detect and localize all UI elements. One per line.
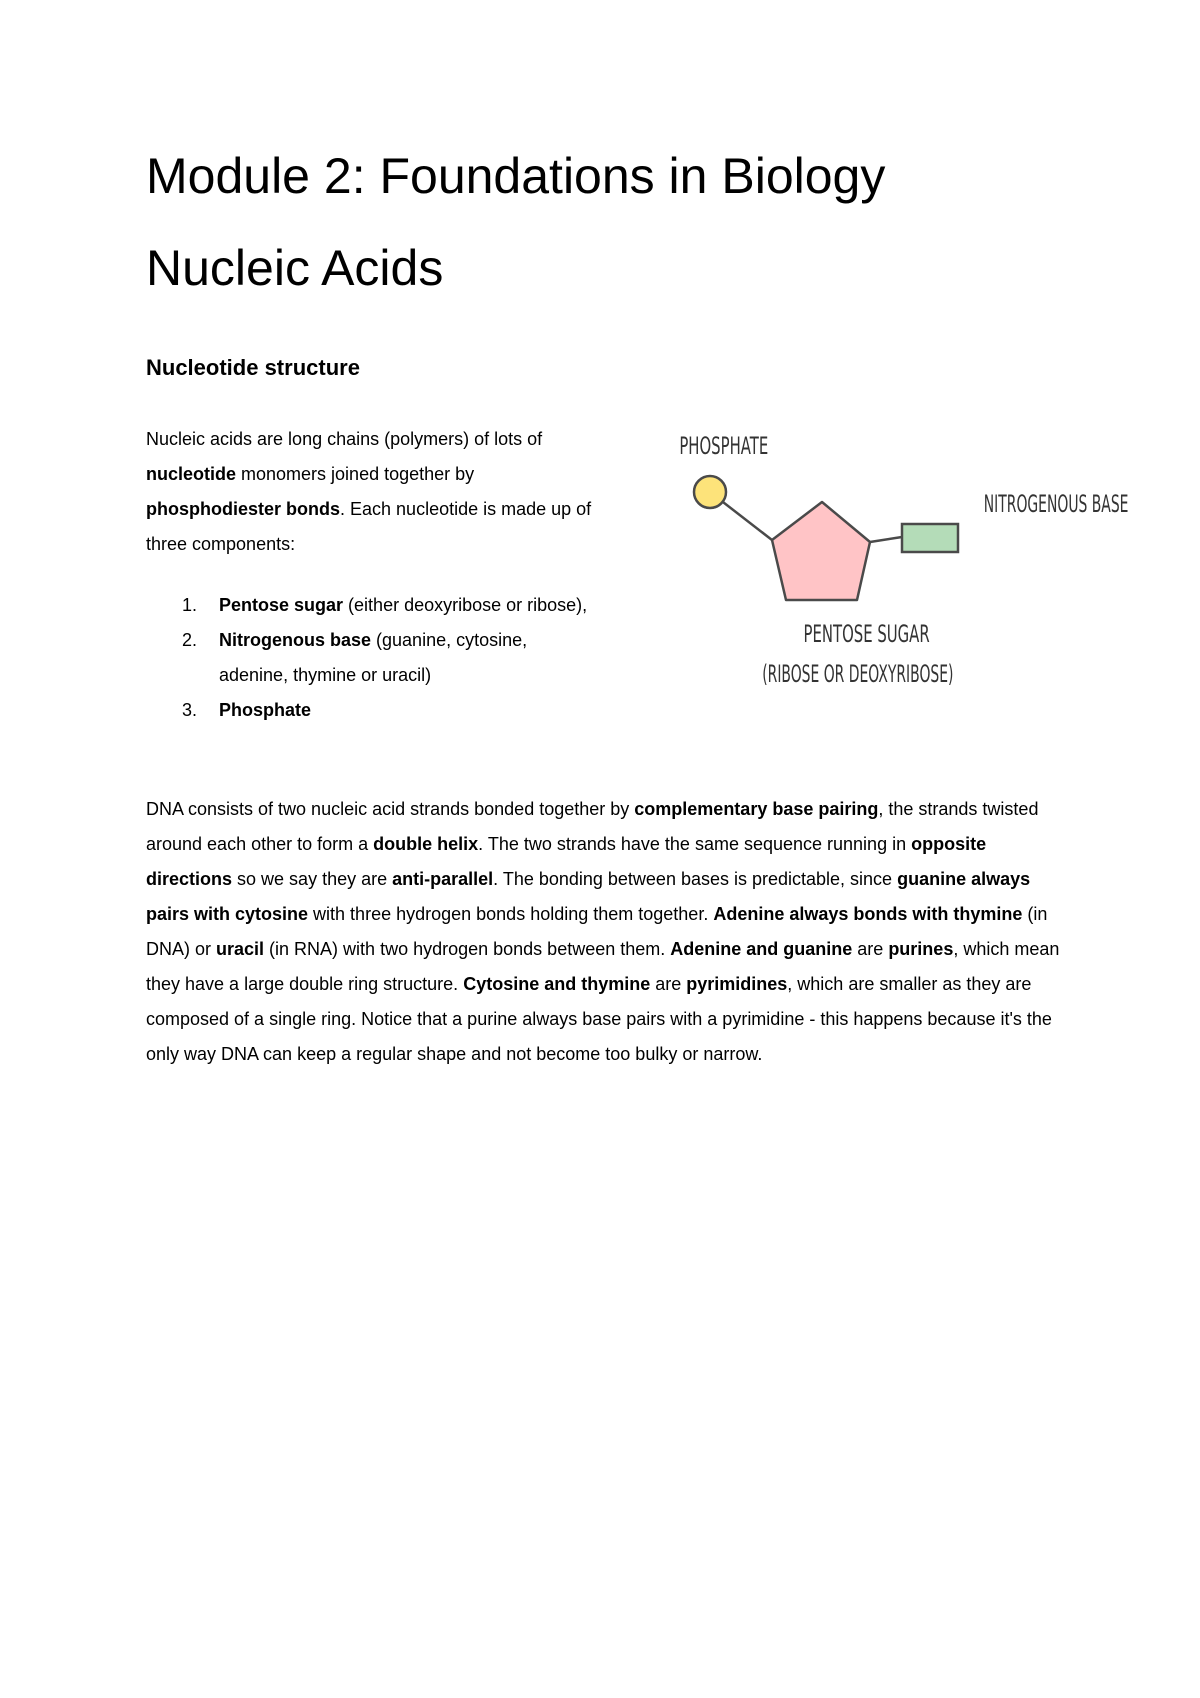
component-name: Nitrogenous base <box>219 630 372 650</box>
component-item <box>146 588 596 623</box>
component-name: Phosphate <box>219 700 312 720</box>
dna-bold-term: opposite directions <box>146 834 987 889</box>
dna-paragraph <box>146 792 1066 1072</box>
dna-text: with three hydrogen bonds holding them together. <box>308 904 714 924</box>
intro-text: . Each nucleotide is made up of three components: <box>146 499 592 554</box>
dna-bold-term: anti-parallel <box>392 869 494 889</box>
dna-bold-term: pyrimidines <box>686 974 788 994</box>
pentose-sugar-sublabel: (RIBOSE OR DEOXYRIBOSE) <box>762 659 954 689</box>
dna-bold-term: double helix <box>373 834 479 854</box>
nitrogenous-base-label: NITROGENOUS BASE <box>983 489 1129 519</box>
component-number: 3. <box>182 700 198 720</box>
components-list <box>146 588 596 728</box>
dna-text: (in DNA) or <box>146 904 1048 959</box>
dna-bold-term: guanine always pairs with cytosine <box>146 869 1031 924</box>
dna-bold-term: uracil <box>216 939 265 959</box>
dna-text: (in RNA) with two hydrogen bonds between them. <box>264 939 671 959</box>
intro-paragraph <box>146 422 606 562</box>
nucleotide-diagram-svg <box>660 420 1129 700</box>
component-name: Pentose sugar <box>219 595 344 615</box>
intro-text: Nucleic acids are long chains (polymers) of lots of <box>146 429 543 449</box>
intro-text: monomers joined together by <box>236 464 475 484</box>
component-item <box>146 623 596 693</box>
dna-text: . The bonding between bases is predictable, since <box>493 869 898 889</box>
dna-text: , which are smaller as they are composed of a single ring. Notice that a purine always base pairs with a pyrimidine - this happens because it's the only way DNA can keep a regular shape and not become too bulky or narrow. <box>146 974 1052 1064</box>
dna-text: are <box>852 939 889 959</box>
dna-text: , which mean they have a large double ring structure. <box>146 939 1060 994</box>
topic-title: Nucleic Acids <box>146 240 444 296</box>
component-detail: (either deoxyribose or ribose), <box>343 595 588 615</box>
dna-text: DNA consists of two nucleic acid strands bonded together by <box>146 799 635 819</box>
nitrogenous-base-rect <box>902 524 958 552</box>
phosphate-circle <box>694 476 726 508</box>
dna-text: , the strands twisted around each other to form a <box>146 799 1039 854</box>
dna-text: are <box>650 974 687 994</box>
pentose-sugar-label: PENTOSE SUGAR <box>803 619 930 649</box>
dna-bold-term: Adenine always bonds with thymine <box>713 904 1023 924</box>
phosphate-label: PHOSPHATE <box>679 431 769 461</box>
dna-bold-term: Cytosine and thymine <box>463 974 651 994</box>
section-heading: Nucleotide structure <box>146 355 360 380</box>
pentose-sugar-pentagon <box>772 502 870 600</box>
dna-bold-term: purines <box>888 939 954 959</box>
nucleotide-diagram <box>660 420 1129 700</box>
dna-text: . The two strands have the same sequence running in <box>478 834 912 854</box>
base-bond-line <box>870 537 902 542</box>
intro-bold-term: phosphodiester bonds <box>146 499 341 519</box>
dna-bold-term: Adenine and guanine <box>670 939 853 959</box>
component-item <box>146 693 596 728</box>
component-number: 2. <box>182 630 198 650</box>
intro-bold-term: nucleotide <box>146 464 237 484</box>
dna-text: so we say they are <box>232 869 393 889</box>
dna-bold-term: complementary base pairing <box>634 799 879 819</box>
component-detail: (guanine, cytosine, adenine, thymine or uracil) <box>219 630 528 685</box>
module-title: Module 2: Foundations in Biology <box>146 148 886 204</box>
component-number: 1. <box>182 595 198 615</box>
